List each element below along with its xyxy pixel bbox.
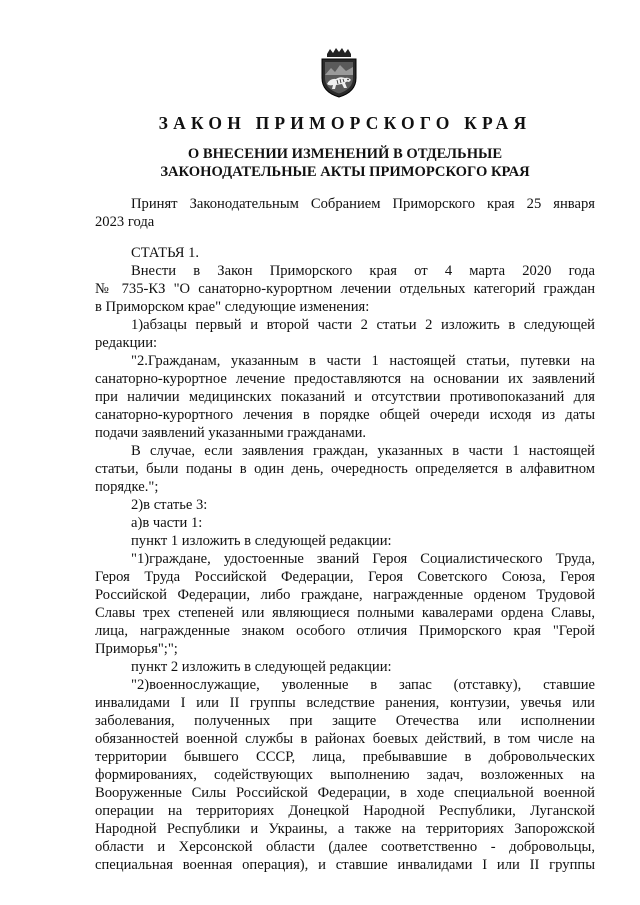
subtitle-line: О ВНЕСЕНИИ ИЗМЕНЕНИЙ В ОТДЕЛЬНЫЕ [187,146,503,162]
body-line: Приморья";"; [95,641,178,657]
adoption-line: 2023 года [95,214,155,230]
body-line: области и Херсонской области (далее соответственно - добровольцы, [95,839,595,855]
adoption-line: Принят Законодательным Собранием Приморского края 25 января [131,196,595,212]
body-line: пункт 2 изложить в следующей редакции: [131,659,392,675]
body-line: специальная военная операция), и ставшие инвалидами I или II группы [95,857,595,873]
law-subtitle [95,145,595,181]
body-line: В случае, если заявления граждан, указанных в части 1 настоящей [131,443,595,459]
body-line: в Приморском крае" следующие изменения: [95,299,370,315]
body-line: обязанностей военной службы в районах боевых действий, в том числе на [95,731,595,747]
body-line: 2)в статье 3: [131,497,208,513]
body-line: порядке."; [95,479,159,495]
primorsky-krai-coat-of-arms-icon [318,48,360,98]
body-line: лица, награжденные знаком особого отличия Приморского края "Герой [95,623,595,639]
body-line: Народной Республики и Украины, а также на территориях Запорожской [95,821,595,837]
article-heading: СТАТЬЯ 1. [131,245,200,261]
law-title: ЗАКОН ПРИМОРСКОГО КРАЯ [158,113,532,133]
body-line: формированиях, содействующих выполнению задач, возложенных на [95,767,595,783]
body-line: заболевания, полученных при защите Отечества или исполнении [95,713,595,729]
body-line: территории бывшего СССР, лица, пребывавшие в добровольческих [95,749,595,765]
body-line: санаторно-курортное лечение предоставляются на основании их заявлений [95,371,595,387]
body-line: № 735-КЗ "О санаторно-курортном лечении отдельных категорий граждан [95,281,595,297]
body-line: "2)военнослужащие, уволенные в запас (отставку), ставшие [131,677,595,693]
law-body [95,244,595,874]
body-line: пункт 1 изложить в следующей редакции: [131,533,392,549]
body-line: редакции: [95,335,158,351]
adoption-statement [95,195,595,231]
subtitle-line: ЗАКОНОДАТЕЛЬНЫЕ АКТЫ ПРИМОРСКОГО КРАЯ [160,164,530,180]
body-line: 1)абзацы первый и второй части 2 статьи 2 изложить в следующей [131,317,595,333]
body-line: статьи, были поданы в один день, очередность определяется в алфавитном [95,461,595,477]
body-line: Российской Федерации, либо граждане, награжденные орденом Трудовой [95,587,595,603]
body-line: санаторно-курортного лечения в порядке общей очереди исходя из даты [95,407,595,423]
body-line: а)в части 1: [131,515,203,531]
body-line: Внести в Закон Приморского края от 4 марта 2020 года [131,263,595,279]
body-line: Вооруженные Силы Российской Федерации, в ходе специальной военной [95,785,595,801]
body-line: при наличии медицинских показаний и отсутствии противопоказаний для [95,389,595,405]
body-line: "1)граждане, удостоенные званий Героя Социалистического Труда, [131,551,595,567]
body-line: Славы трех степеней или являющиеся полными кавалерами ордена Славы, [95,605,595,621]
body-line: Героя Труда Российской Федерации, Героя Советского Союза, Героя [95,569,595,585]
body-line: инвалидами I или II группы вследствие ранения, контузии, увечья или [95,695,595,711]
body-line: "2.Гражданам, указанным в части 1 настоящей статьи, путевки на [131,353,595,369]
body-line: подачи заявлений указанными гражданами. [95,425,367,441]
body-line: операции на территориях Донецкой Народной Республики, Луганской [95,803,595,819]
